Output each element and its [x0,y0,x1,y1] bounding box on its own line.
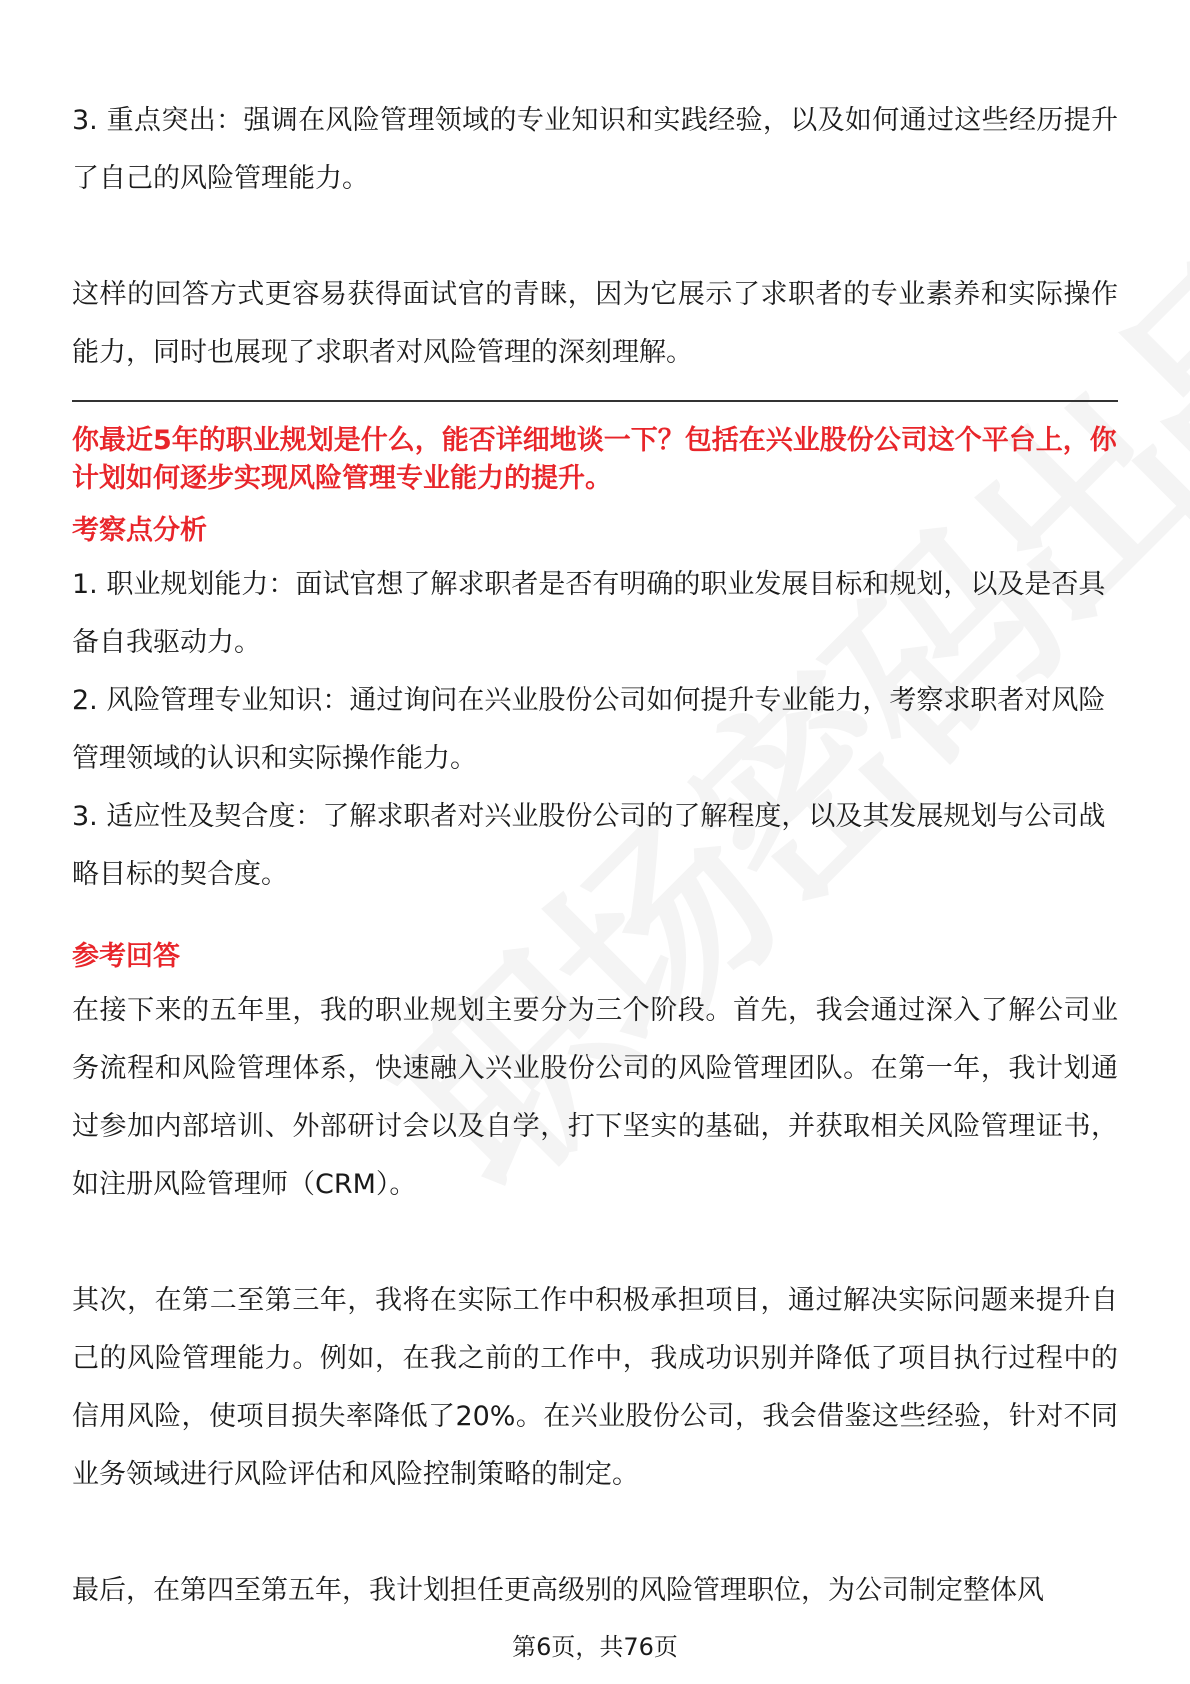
paragraph-summary: 这样的回答方式更容易获得面试官的青睐，因为它展示了求职者的专业素养和实际操作能力，同时也展现了求职者对风险管理的深刻理解。 [72,279,1118,368]
analysis-item-2: 2. 风险管理专业知识：通过询问在兴业股份公司如何提升专业能力，考察求职者对风险管理领域的认识和实际操作能力。 [72,685,1106,774]
page-number: 第6页，共76页 [512,1633,678,1661]
spacer [72,904,1118,932]
interview-question: 你最近5年的职业规划是什么，能否详细地谈一下？包括在兴业股份公司这个平台上，你计划如何逐步实现风险管理专业能力的提升。 [72,425,1117,494]
answer-paragraph-1: 在接下来的五年里，我的职业规划主要分为三个阶段。首先，我会通过深入了解公司业务流程和风险管理体系，快速融入兴业股份公司的风险管理团队。在第一年，我计划通过参加内部培训、外部研讨会以及自学，打下坚实的基础，并获取相关风险管理证书，如注册风险管理师（CRM）。 [72,995,1118,1200]
analysis-heading: 考察点分析 [72,515,207,546]
answer-heading: 参考回答 [72,941,180,972]
section-divider [72,400,1118,402]
paragraph-point-3: 3. 重点突出：强调在风险管理领域的专业知识和实践经验，以及如何通过这些经历提升了自己的风险管理能力。 [72,105,1118,194]
answer-paragraph-3: 最后，在第四至第五年，我计划担任更高级别的风险管理职位，为公司制定整体风 [72,1575,1044,1606]
document-page [72,92,1118,1620]
analysis-item-1: 1. 职业规划能力：面试官想了解求职者是否有明确的职业发展目标和规划，以及是否具备自我驱动力。 [72,569,1106,658]
spacer [72,208,1118,266]
analysis-item-3: 3. 适应性及契合度：了解求职者对兴业股份公司的了解程度，以及其发展规划与公司战略目标的契合度。 [72,801,1106,890]
spacer [72,1214,1118,1272]
answer-paragraph-2: 其次，在第二至第三年，我将在实际工作中积极承担项目，通过解决实际问题来提升自己的风险管理能力。例如，在我之前的工作中，我成功识别并降低了项目执行过程中的信用风险，使项目损失率降低了20%。在兴业股份公司，我会借鉴这些经验，针对不同业务领域进行风险评估和风险控制策略的制定。 [72,1285,1118,1490]
spacer [72,1504,1118,1562]
